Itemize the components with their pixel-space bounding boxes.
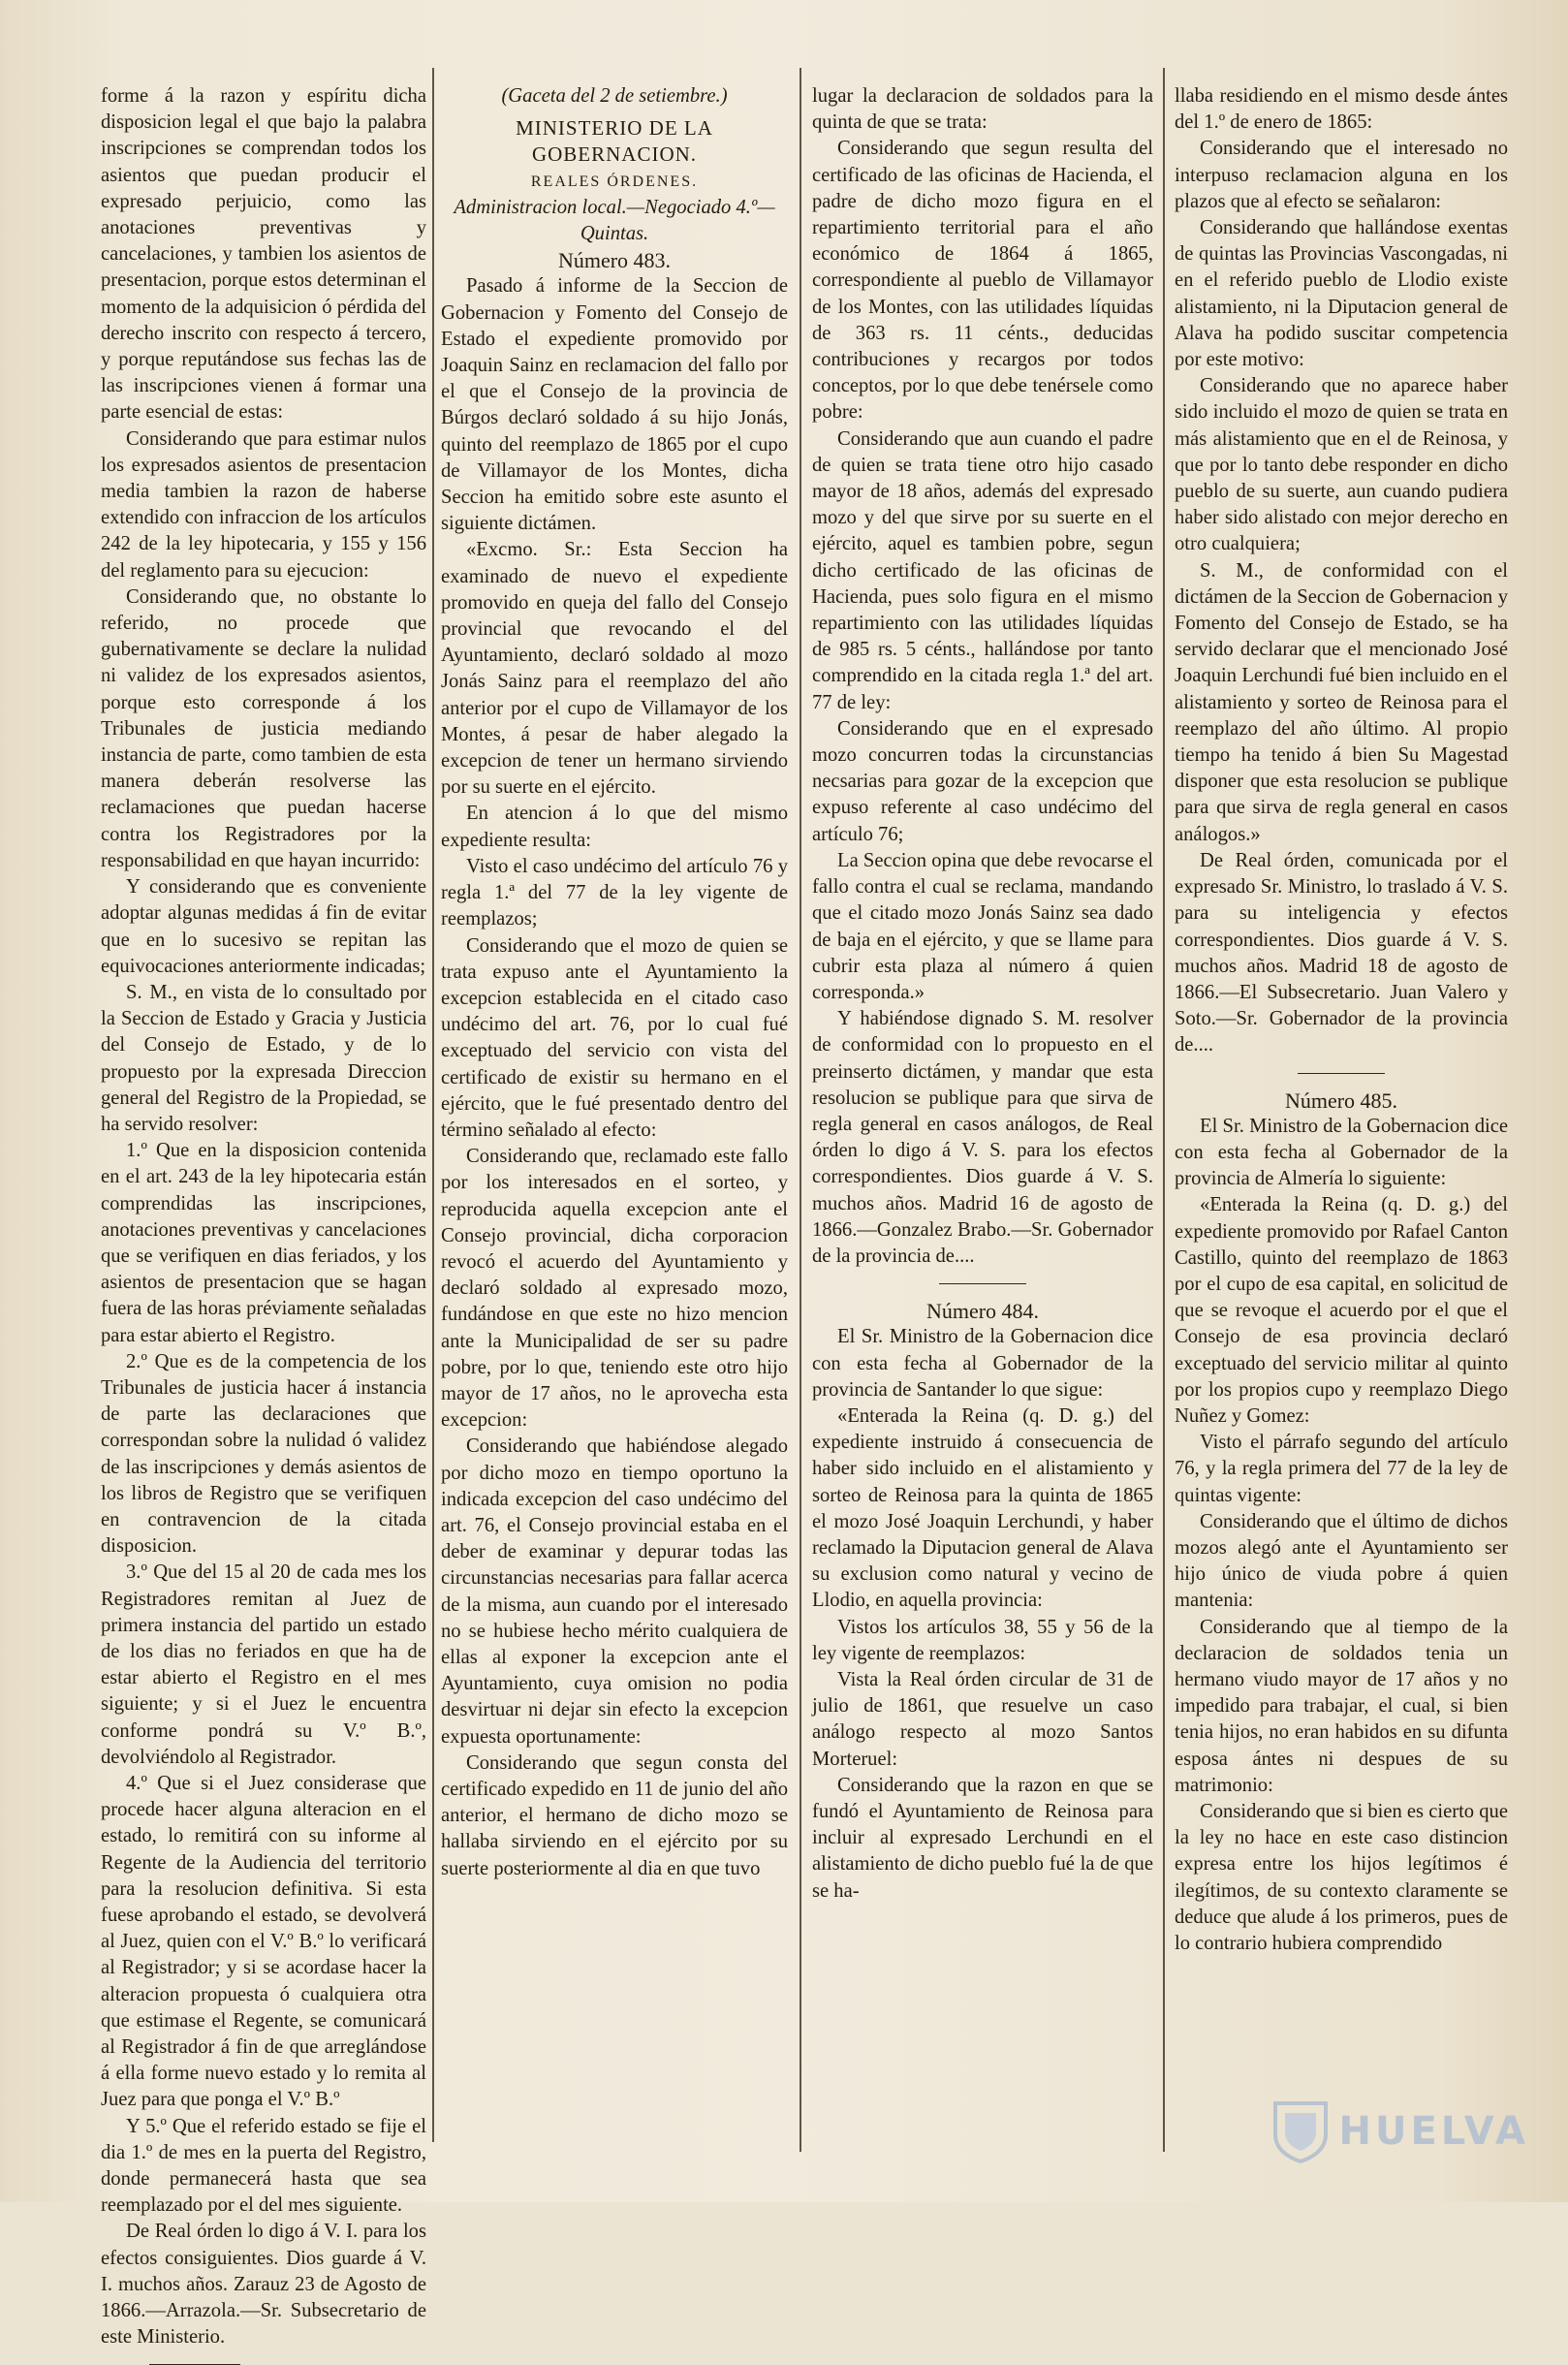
order-number: Número 483.: [557, 248, 672, 273]
paragraph: S. M., en vista de lo consultado por la Seccion de Estado y Gracia y Justicia del Consejo de Estado, y de lo propuesto por la expresada Direccion general del Registro de la Propiedad, se ha servido resolver:: [101, 981, 426, 1135]
paragraph: «Excmo. Sr.: Esta Seccion ha examinado de nuevo el expediente promovido en queja del fallo del Consejo provincial que revocando el del Ayuntamiento, declaró soldado al mozo Jonás Sainz para el reemplazo del año anterior por el cupo de Villamayor de los Montes, á pesar de haber alegado la excepcion de tener un hermano sirviendo por su suerte en el ejército.: [441, 539, 788, 799]
paragraph: lugar la declaracion de soldados para la quinta de que se trata:: [812, 85, 1153, 134]
paragraph: Y considerando que es conveniente adoptar algunas medidas á fin de evitar que en lo sucesivo se repitan las equivocaciones anteriormente indicadas;: [101, 876, 426, 977]
column-2: [441, 83, 788, 2196]
paragraph: 4.º Que si el Juez considerase que procede hacer alguna alteracion en el estado, lo remitirá con su informe al Regente de la Audiencia del territorio para la resolucion definitiva. Si esta fuese aprobando el estado, se devolverá al Juez, quien con el V.º B.º lo verificará al Registrador; y si se acordase hacer la alteracion propuesta ó cualquiera otra que estimase el Regente, se comunicará al Registrador á fin de que arreglándose á ella forme nuevo estado y lo remita al Juez para que ponga el V.º B.º: [101, 1773, 426, 2111]
paragraph: Considerando que el último de dichos mozos alegó ante el Ayuntamiento ser hijo único de viuda pobre á quien mantenia:: [1175, 1510, 1508, 1612]
paragraph: Considerando que el mozo de quien se trata expuso ante el Ayuntamiento la excepcion establecida en el citado caso undécimo del art. 76, por lo cual fué exceptuado del servicio con vista del certificado de existir su hermano en el ejército, que le fué presentado dentro del término señalado al efecto:: [441, 934, 788, 1141]
paragraph: Considerando que habiéndose alegado por dicho mozo en tiempo oportuno la indicada excepcion del caso undécimo del art. 76, el Consejo provincial estaba en el deber de examinar y depurar todas las circunstancias necesarias para fallar acerca de la misma, aun cuando por el interesado no se hubiese hecho mérito cualquiera de ellas al exponer la excepcion ante el Ayuntamiento, cuya omision no podia desvirtuar ni dejar sin efecto la excepcion expuesta oportunamente:: [441, 1435, 788, 1748]
paragraph: Vista la Real órden circular de 31 de julio de 1861, que resuelve un caso análogo respecto al mozo Santos Morteruel:: [812, 1668, 1153, 1770]
paragraph: El Sr. Ministro de la Gobernacion dice con esta fecha al Gobernador de la provincia de Santander lo que sigue:: [812, 1326, 1153, 1401]
paragraph: «Enterada la Reina (q. D. g.) del expediente instruido á consecuencia de haber sido incluido en el alistamiento y sorteo de Reinosa para la quinta de 1865 el mozo José Joaquin Lerchundi, y haber reclamado la Diputacion general de Alava su exclusion como natural y vecino de Llodio, en aquella provincia:: [812, 1404, 1153, 1612]
order-number: Número 484.: [925, 1299, 1040, 1324]
paragraph: Y 5.º Que el referido estado se fije el dia 1.º de mes en la puerta del Registro, donde permanecerá hasta que sea reemplazado por el del mes siguiente.: [101, 2115, 426, 2217]
paragraph: Visto el párrafo segundo del artículo 76, y la regla primera del 77 de la ley de quintas vigente:: [1175, 1432, 1508, 1506]
column-rule-3: [1163, 68, 1165, 2152]
paragraph: De Real órden, comunicada por el expresado Sr. Ministro, lo traslado á V. S. para su inteligencia y efectos correspondientes. Dios guarde á V. S. muchos años. Madrid 18 de agosto de 1866.—El Subsecretario. Juan Valero y Soto.—Sr. Gobernador de la provincia de....: [1175, 849, 1508, 1056]
paragraph: 3.º Que del 15 al 20 de cada mes los Registradores remitan al Juez de primera instancia del partido un estado de los dias no feriados en que ha de estar abierto el Registro en el mes siguiente; y si el Juez le encuentra conforme pondrá su V.º B.º, devolviéndolo al Registrador.: [101, 1561, 426, 1768]
watermark-text: HUELVA: [1338, 2109, 1529, 2154]
order-number: Número 485.: [1284, 1088, 1398, 1113]
paragraph: De Real órden lo digo á V. I. para los efectos consiguientes. Dios guarde á V. I. muchos años. Zarauz 23 de Agosto de 1866.—Arrazola.—Sr. Subsecretario de este Ministerio.: [101, 2221, 426, 2349]
gaceta-source: (Gaceta del 2 de setiembre.): [501, 85, 728, 107]
paragraph: 1.º Que en la disposicion contenida en el art. 243 de la ley hipotecaria están comprendidas las inscripciones, anotaciones preventivas y cancelaciones que se verifiquen en dias feriados, y los asientos de presentacion que se hagan fuera de las horas préviamente señaladas para estar abierto el Registro.: [101, 1140, 426, 1346]
subsection-heading: Administracion local.—Negociado 4.º—Quintas.: [454, 196, 775, 245]
paragraph: 2.º Que es de la competencia de los Tribunales de justicia hacer á instancia de parte las declaraciones que correspondan sobre la nulidad ó validez de las inscripciones y demás asientos de los libros de Registro que se verifiquen en contravencion de la citada disposicion.: [101, 1350, 426, 1558]
paragraph: Considerando que al tiempo de la declaracion de soldados tenia un hermano viudo mayor de 17 años y no impedido para trabajar, el cual, si bien tenia hijos, no eran habidos en su difunta esposa ántes ni despues de su matrimonio:: [1175, 1616, 1508, 1796]
paragraph: llaba residiendo en el mismo desde ántes del 1.º de enero de 1865:: [1175, 85, 1508, 134]
column-rule-2: [800, 68, 801, 2152]
archive-watermark: [1271, 2099, 1529, 2163]
paragraph: Y habiéndose dignado S. M. resolver de conformidad con lo propuesto en el preinserto dictámen, y mandar que esta resolucion se publique para que sirva de regla general en casos análogos, de Real órden lo digo á V. S. para los efectos correspondientes. Dios guarde á V. S. muchos años. Madrid 16 de agosto de 1866.—Gonzalez Brabo.—Sr. Gobernador de la provincia de....: [812, 1008, 1153, 1267]
paragraph: Considerando que, no obstante lo referido, no procede que gubernativamente se declare la nulidad ni validez de los expresados asientos, porque esto corresponde á los Tribunales de justicia mediando instancia de parte, como tambien de esta manera deberán resolverse las reclamaciones que puedan hacerse contra los Registradores por la responsabilidad en que hayan incurrido:: [101, 585, 426, 871]
paragraph: Considerando que en el expresado mozo concurren todas la circunstancias necsarias para gozar de la excepcion que expuso referente al caso undécimo del artículo 76;: [812, 717, 1153, 845]
column-rule-1: [432, 68, 434, 2142]
paragraph: El Sr. Ministro de la Gobernacion dice con esta fecha al Gobernador de la provincia de Almería lo siguiente:: [1175, 1115, 1508, 1190]
paragraph: Considerando que aun cuando el padre de quien se trata tiene otro hijo casado mayor de 18 años, además del expresado mozo y del que sirve por su suerte en el ejército, aquel es tambien pobre, segun dicho certificado de las oficinas de Hacienda, pues solo figura en el mismo repartimiento con las utilidades líquidas de 985 rs. 5 cénts., hallándose por tanto comprendido en la citada regla 1.ª del art. 77 de ley:: [812, 427, 1153, 713]
paragraph: En atencion á lo que del mismo expediente resulta:: [441, 803, 788, 851]
paragraph: Considerando que para estimar nulos los expresados asientos de presentacion media tambien la razon de haberse extendido con infraccion de los artículos 242 de la ley hipotecaria, y 155 y 156 del reglamento para su ejecucion:: [101, 427, 426, 582]
column-1: [101, 83, 426, 2349]
column-3: [812, 83, 1153, 2196]
column-4: [1175, 83, 1508, 2196]
paragraph: Considerando que hallándose exentas de quintas las Provincias Vascongadas, ni en el referido pueblo de Llodio existe alistamiento, ni la Diputacion general de Alava ha podido suscitar competencia por este motivo:: [1175, 217, 1508, 371]
paragraph: S. M., de conformidad con el dictámen de la Seccion de Gobernacion y Fomento del Consejo de Estado, se ha servido declarar que el mencionado José Joaquin Lerchundi fué bien incluido en el alistamiento y sorteo de Reinosa para el reemplazo del año último. Al propio tiempo ha tenido á bien Su Magestad disponer que esta resolucion se publique para que sirva de regla general en casos análogos.»: [1175, 559, 1508, 845]
shield-icon: [1271, 2099, 1330, 2163]
paragraph: Vistos los artículos 38, 55 y 56 de la ley vigente de reemplazos:: [812, 1616, 1153, 1664]
separator-rule: [1298, 1073, 1385, 1074]
paragraph: Visto el caso undécimo del artículo 76 y regla 1.ª del 77 de la ley vigente de reemplazos;: [441, 855, 788, 930]
paragraph: Considerando que la razon en que se fundó el Ayuntamiento de Reinosa para incluir al expresado Lerchundi en el alistamiento de dicho pueblo fué la de que se ha-: [812, 1774, 1153, 1902]
ministry-heading: MINISTERIO DE LA GOBERNACION.: [516, 116, 713, 167]
paragraph: Considerando que el interesado no interpuso reclamacion alguna en los plazos que al efecto se señalaron:: [1175, 138, 1508, 212]
paragraph: La Seccion opina que debe revocarse el fallo contra el cual se reclama, mandando que el citado mozo Jonás Sainz sea dado de baja en el ejército, y que se llame para cubrir esta plaza al número á quien corresponda.»: [812, 849, 1153, 1003]
paragraph: Considerando que si bien es cierto que la ley no hace en este caso distincion expresa entre los hijos legítimos é ilegítimos, de su contexto claramente se deduce que alude á los primeros, pues de lo contrario hubiera comprendido: [1175, 1801, 1508, 1955]
paragraph: Considerando que no aparece haber sido incluido el mozo de quien se trata en más alistamiento que en el de Reinosa, y que por lo tanto debe responder en dicho pueblo de su suerte, aun cuando pudiera haber sido alistado con mejor derecho en otro cualquiera;: [1175, 375, 1508, 555]
separator-rule: [939, 1283, 1026, 1284]
paragraph: Considerando que segun resulta del certificado de las oficinas de Hacienda, el padre de dicho mozo figura en el repartimiento territorial para el año económico de 1864 á 1865, correspondiente al pueblo de Villamayor de los Montes, con las utilidades líquidas de 363 rs. 11 cénts., deducidas contribuciones y recargos por todos conceptos, por lo que debe tenérsele como pobre:: [812, 138, 1153, 424]
paragraph: Considerando que segun consta del certificado expedido en 11 de junio del año anterior, el hermano de dicho mozo se hallaba sirviendo en el ejército por su suerte posteriormente al dia en que tuvo: [441, 1751, 788, 1879]
paragraph: Considerando que, reclamado este fallo por los interesados en el sorteo, y reproducida aquella excepcion ante el Consejo provincial, dicha corporacion revocó el acuerdo del Ayuntamiento y declaró soldado al expresado mozo, fundándose en que este no hizo mencion ante la Municipalidad de ser su padre pobre, por lo que, teniendo este otro hijo mayor de 17 años, no le aprovecha esta excepcion:: [441, 1146, 788, 1432]
paragraph: «Enterada la Reina (q. D. g.) del expediente promovido por Rafael Canton Castillo, quinto del reemplazo de 1863 por el cupo de esa capital, en solicitud de que se revoque el acuerdo por el que el Consejo de esa provincia declaró exceptuado del servicio militar al quinto por los propios cupo y reemplazo Diego Nuñez y Gomez:: [1175, 1194, 1508, 1427]
paragraph: Pasado á informe de la Seccion de Gobernacion y Fomento del Consejo de Estado el expediente promovido por Joaquin Sainz en reclamacion del fallo por el que el Consejo de la provincia de Búrgos declaró soldado á su hijo Jonás, quinto del reemplazo de 1865 por el cupo de Villamayor de los Montes, dicha Seccion ha emitido sobre este asunto el siguiente dictámen.: [441, 275, 788, 535]
section-heading: REALES ÓRDENES.: [530, 173, 699, 190]
paragraph: forme á la razon y espíritu dicha disposicion legal el que bajo la palabra inscripciones se comprendan todos los asientos que puedan producir el expresado perjuicio, como las anotaciones preventivas y cancelaciones, y tambien los asientos de presentacion, porque estos determinan el momento de la adquisicion ó pérdida del derecho inscrito con respecto á tercero, y porque reputándose sus fechas las de las inscripciones vienen á formar una parte esencial de estas:: [101, 85, 426, 424]
